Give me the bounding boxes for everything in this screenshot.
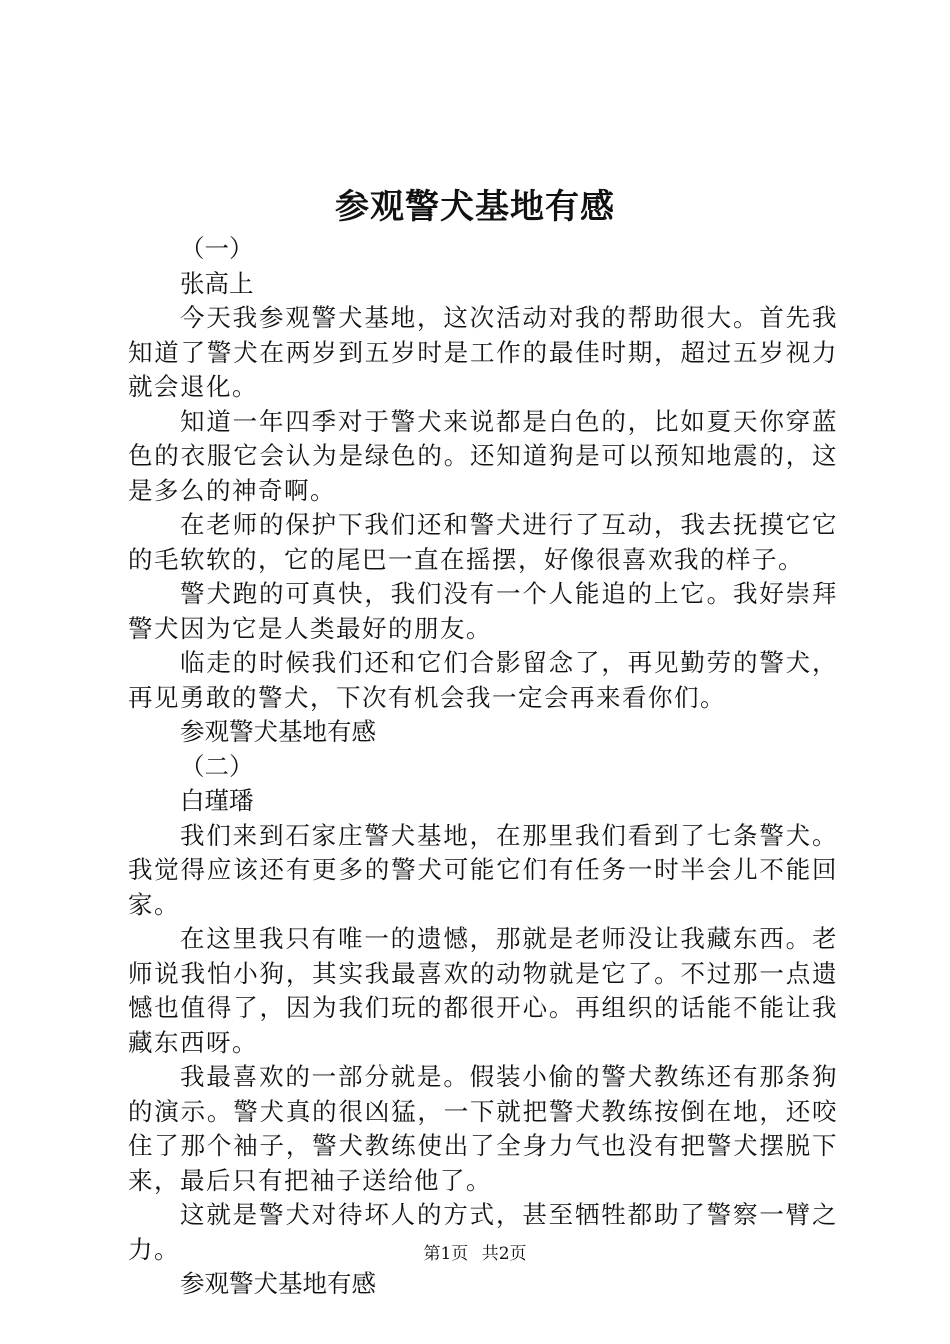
paragraph: 在这里我只有唯一的遗憾，那就是老师没让我藏东西。老师说我怕小狗，其实我最喜欢的动物就是它了。不过那一点遗憾也值得了，因为我们玩的都很开心。再组织的话能不能让我藏东西呀。 bbox=[128, 924, 838, 1057]
document-title: 参观警犬基地有感 bbox=[335, 187, 615, 227]
paragraph: 警犬跑的可真快，我们没有一个人能追的上它。我好崇拜警犬因为它是人类最好的朋友。 bbox=[128, 579, 838, 643]
paragraph: 临走的时候我们还和它们合影留念了，再见勤劳的警犬，再见勇敢的警犬，下次有机会我一定会再来看你们。 bbox=[128, 648, 838, 712]
paragraph: 我最喜欢的一部分就是。假装小偷的警犬教练还有那条狗的演示。警犬真的很凶猛，一下就把警犬教练按倒在地，还咬住了那个袖子，警犬教练使出了全身力气也没有把警犬摆脱下来，最后只有把袖子送给他了。 bbox=[128, 1062, 838, 1195]
section-number: （一） bbox=[180, 234, 254, 263]
paragraph: 在老师的保护下我们还和警犬进行了互动，我去抚摸它它的毛软软的，它的尾巴一直在摇摆，好像很喜欢我的样子。 bbox=[128, 510, 838, 574]
section-closing: 参观警犬基地有感 bbox=[180, 1269, 376, 1298]
page-number-current: 第1页 bbox=[423, 1244, 469, 1264]
section-closing: 参观警犬基地有感 bbox=[180, 717, 376, 746]
section-number: （二） bbox=[180, 751, 254, 781]
page-footer bbox=[0, 1242, 950, 1266]
paragraph: 今天我参观警犬基地，这次活动对我的帮助很大。首先我知道了警犬在两岁到五岁时是工作的最佳时期，超过五岁视力就会退化。 bbox=[128, 303, 838, 401]
paragraph: 知道一年四季对于警犬来说都是白色的，比如夏天你穿蓝色的衣服它会认为是绿色的。还知道狗是可以预知地震的，这是多么的神奇啊。 bbox=[128, 406, 838, 505]
paragraph: 这就是警犬对待坏人的方式，甚至牺牲都助了警察一臂之力。 bbox=[128, 1200, 838, 1264]
page-number-total: 共2页 bbox=[481, 1244, 527, 1264]
document-body bbox=[128, 232, 838, 1302]
section-author: 白瑾璠 bbox=[180, 786, 254, 815]
paragraph: 我们来到石家庄警犬基地，在那里我们看到了七条警犬。我觉得应该还有更多的警犬可能它们有任务一时半会儿不能回家。 bbox=[128, 820, 838, 919]
section-author: 张高上 bbox=[180, 268, 254, 298]
